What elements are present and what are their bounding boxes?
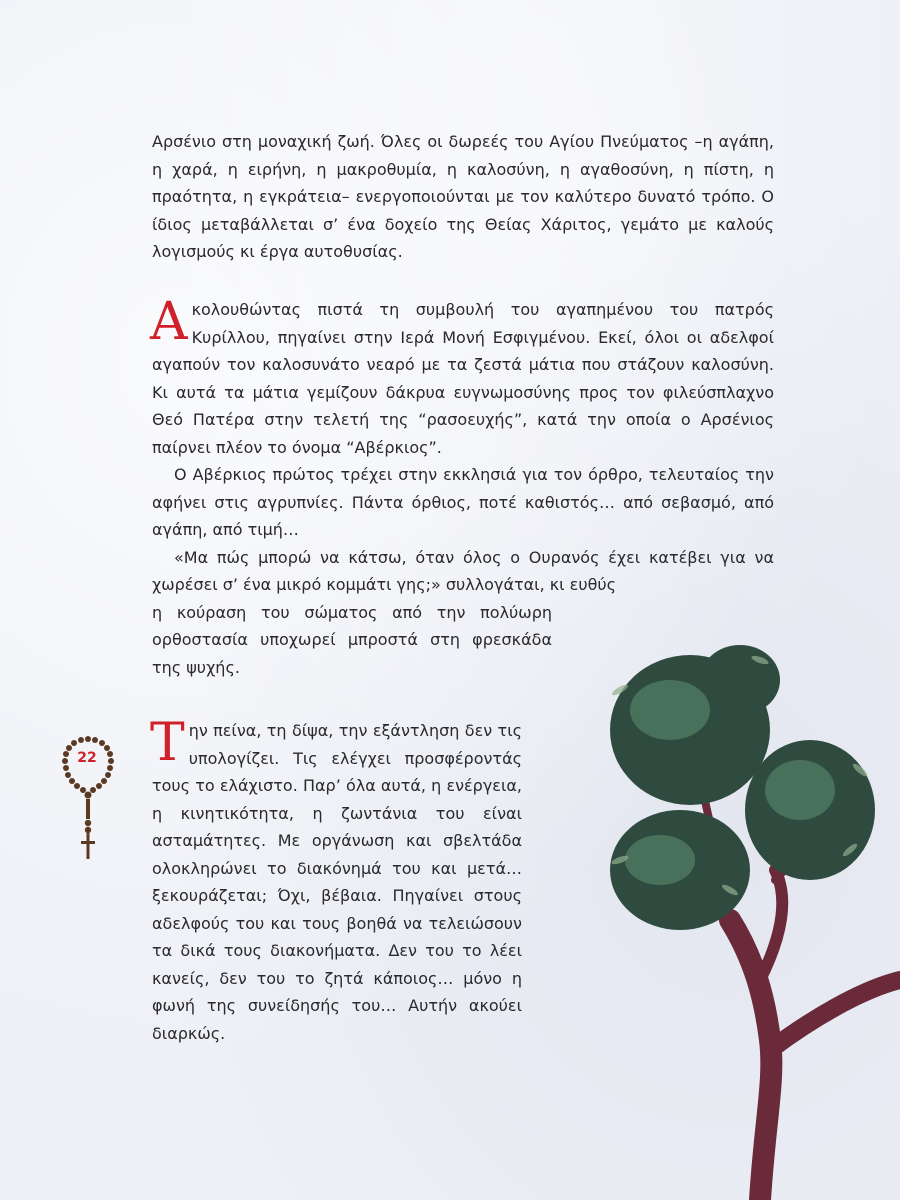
page-number: 22 xyxy=(77,750,97,766)
paragraph-3: Ο Αβέρκιος πρώτος τρέχει στην εκκλησιά για τον όρθρο, τελευταίος την αφήνει στις αγρυπνίες. Πάντα όρθιος, ποτέ καθιστός… από σεβασμό, από αγάπη, από τιμή… xyxy=(152,465,774,539)
dropcap-tau: Τ xyxy=(150,713,185,773)
paragraph-5 xyxy=(150,713,522,1047)
paragraph-1 xyxy=(152,128,774,266)
olive-tree-illustration xyxy=(560,620,900,1200)
paragraph-4-line1: «Μα πώς μπορώ να κάτσω, όταν όλος ο Ουρανός έχει κατέβει για να χωρέσει σ’ ένα μικρό κομμάτι γης;» συλλογάται, κι ευθύς xyxy=(152,547,774,594)
paragraph-4-line2: η κούραση του σώματος από την πολύωρη ορθοστασία υποχωρεί μπροστά στη φρεσκάδα της ψυχής. xyxy=(152,602,552,677)
paragraph-1-text: Αρσένιο στη μοναχική ζωή. Όλες οι δωρεές του Αγίου Πνεύματος –η αγάπη, η χαρά, η ειρήνη, η μακροθυμία, η καλοσύνη, η αγαθοσύνη, η πίστη, η πραότητα, η εγκράτεια– ενεργοποιούνται με τον καλύτερο δυνατό τρόπο. Ο ίδιος μεταβάλλεται σ’ ένα δοχείο της Θείας Χάριτος, γεμάτο με καλούς λογισμούς κι έργα αυτοθυσίας. xyxy=(152,132,774,261)
paragraph-5-text: ην πείνα, τη δίψα, την εξάντληση δεν τις υπολογίζει. Τις ελέγχει προσφέροντάς τους το ελάχιστο. Παρ’ όλα αυτά, η ενέργεια, η κινητικότητα, η ζωντάνια του είναι ασταμάτητες. Με οργάνωση και σβελτάδα ολοκληρώνει το διακόνημά του και μετά… ξεκουράζεται; Όχι, βέβαια. Πηγαίνει στους αδελφούς του και τους βοηθά να τελειώσουν τα δικά τους διακονήματα. Δεν του το λέει κανείς, δεν του το ζητά κάποιος… μόνο η φωνή της συνείδησής του… Αυτήν ακούει διαρκώς. xyxy=(152,721,522,1043)
paragraph-2-text: κολουθώντας πιστά τη συμβουλή του αγαπημένου του πατρός Κυρίλλου, πηγαίνει στην Ιερά Μονή Εσφιγμένου. Εκεί, όλοι οι αδελφοί αγαπούν τον καλοσυνάτο νεαρό με τα ζεστά μάτια που στάζουν καλοσύνη. Κι αυτά τα μάτια γεμίζουν δάκρυα ευγνωμοσύνης προς τον φιλεύσπλαχνο Θεό Πατέρα στην τελετή της “ρασοευχής”, κατά την οποία ο Αρσένιος παίρνει πλέον το όνομα “Αβέρκιος”. xyxy=(152,300,774,457)
dropcap-alpha: Α xyxy=(150,292,188,352)
paragraph-2 xyxy=(150,292,774,461)
